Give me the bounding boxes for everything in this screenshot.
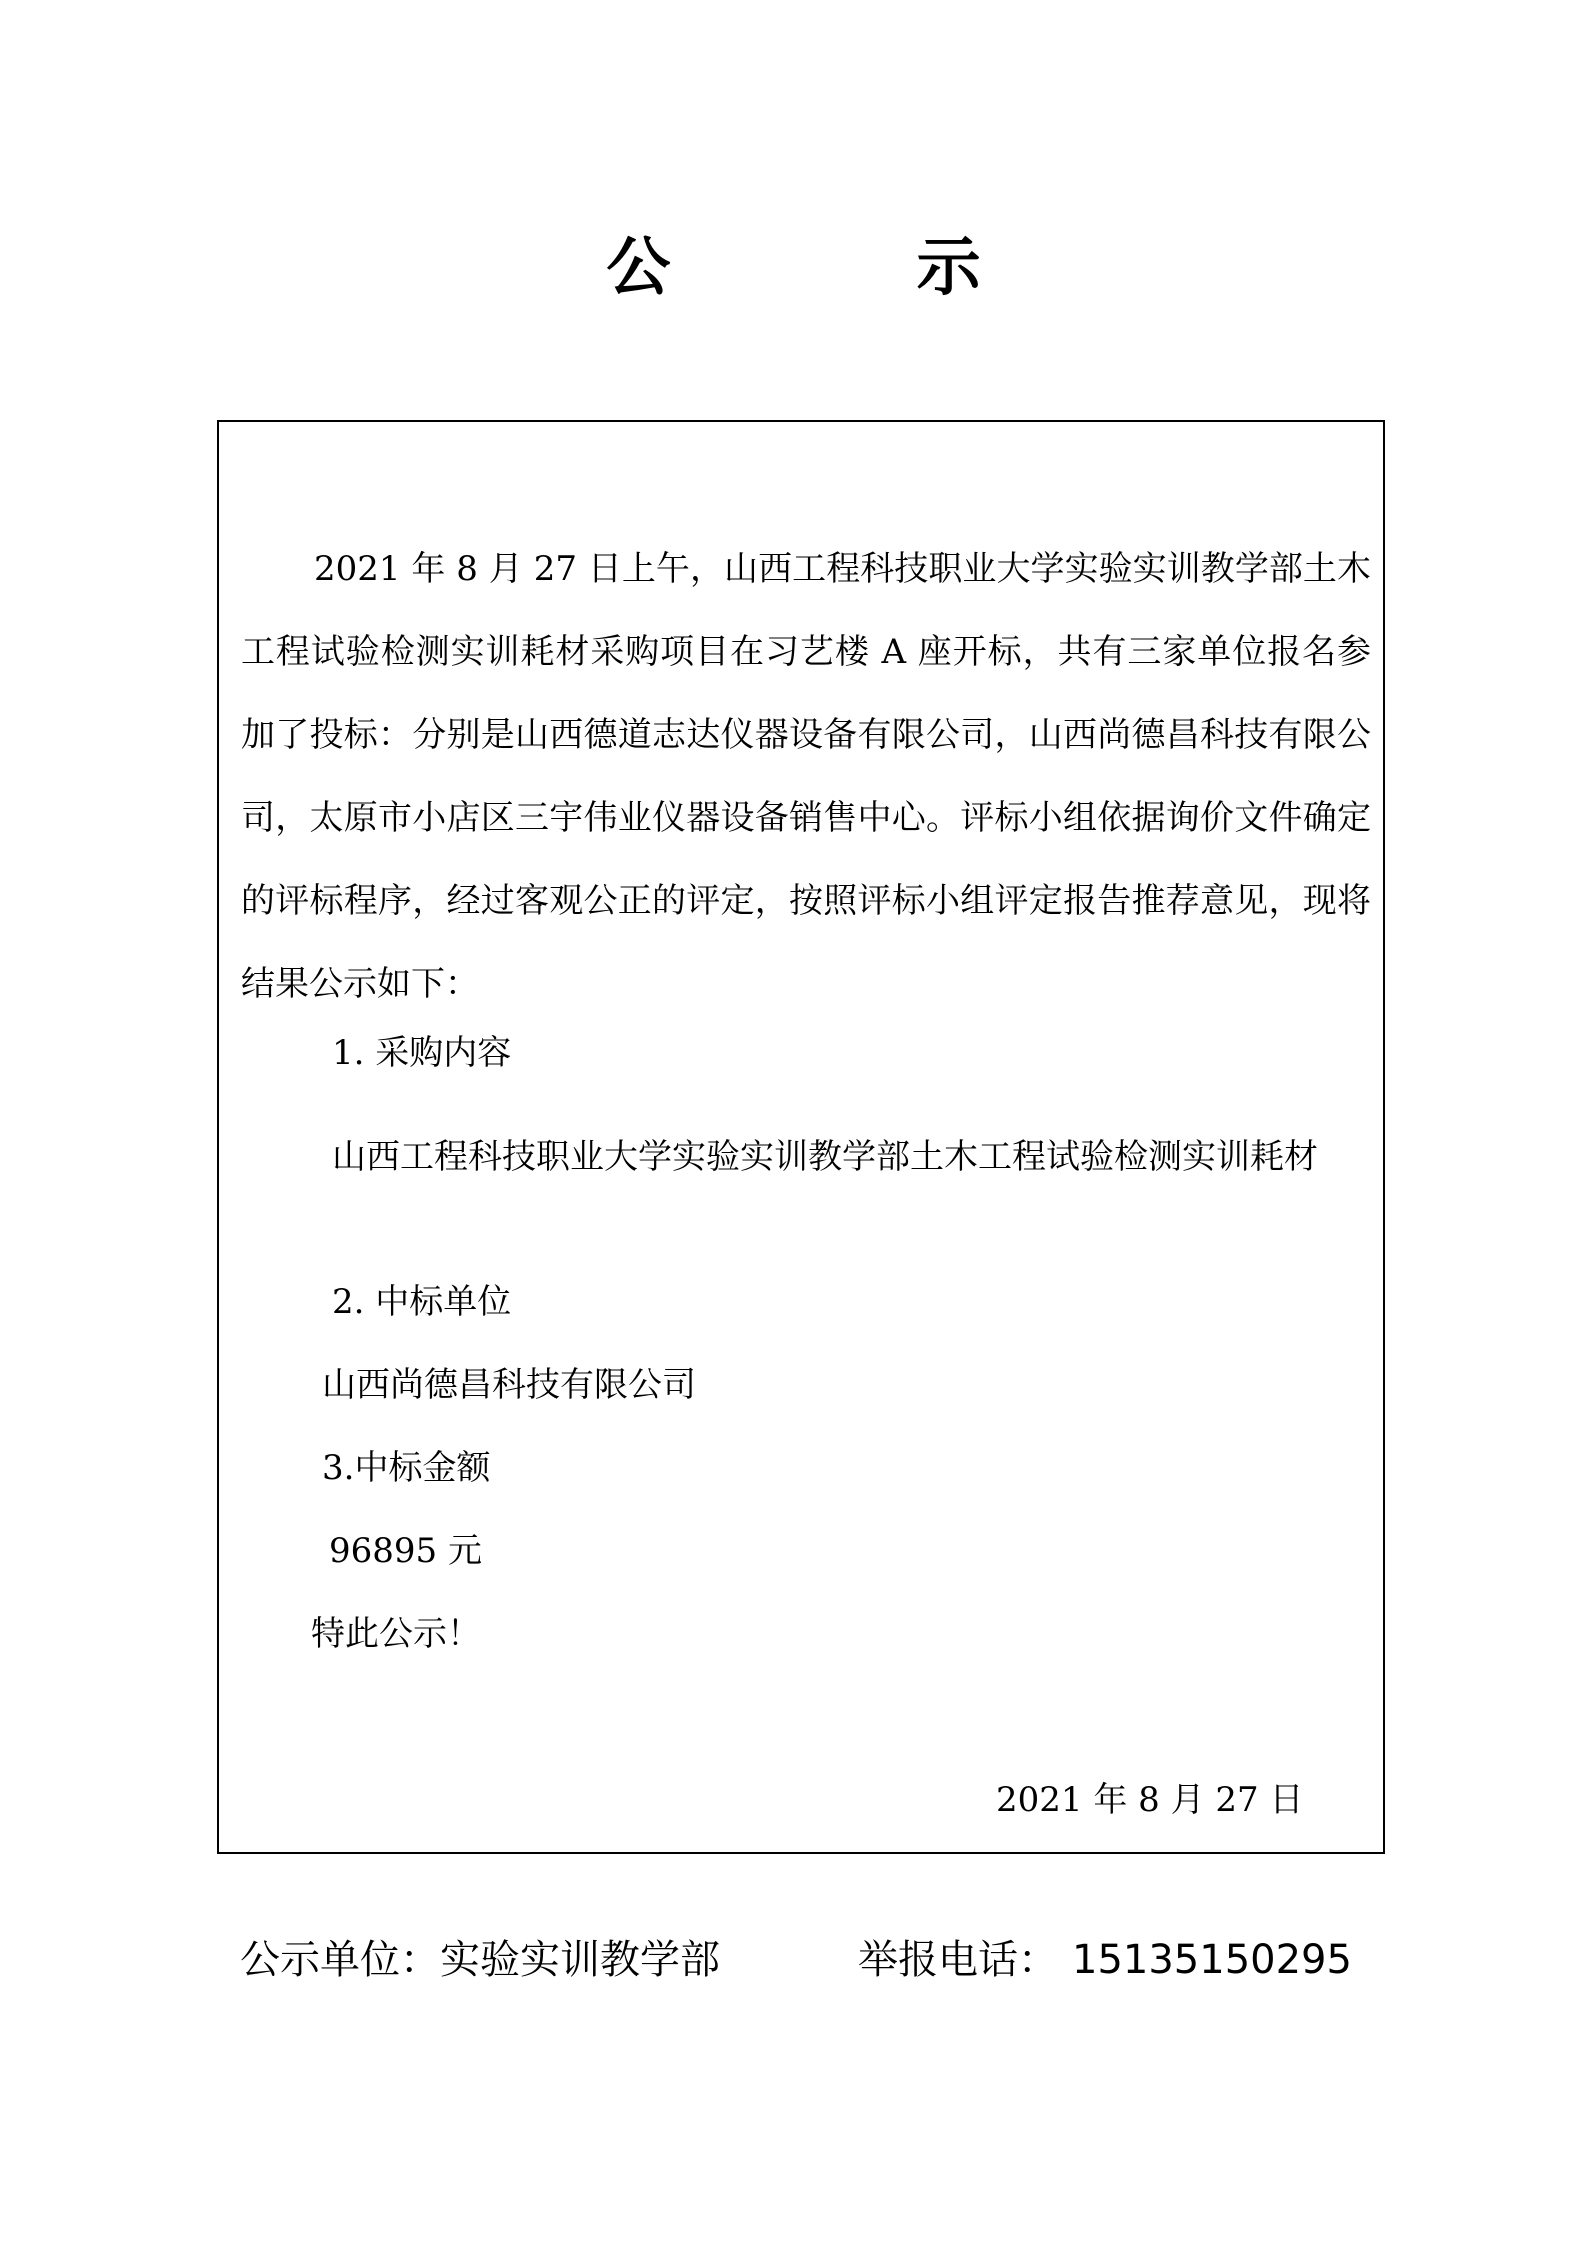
report-phone-number: 15135150295 <box>1072 1937 1352 1983</box>
closing-text: 特此公示！ <box>311 1614 481 1654</box>
footer-report <box>858 1935 1352 1985</box>
section-heading-winner: 2. 中标单位 <box>332 1282 512 1322</box>
notice-box <box>217 420 1385 1854</box>
report-phone-label: 举报电话： <box>858 1937 1058 1983</box>
page-title: 公 示 <box>606 231 1093 305</box>
winning-bidder: 山西尚德昌科技有限公司 <box>322 1365 696 1405</box>
notice-paragraph: 2021 年 8 月 27 日上午，山西工程科技职业大学实验实训教学部土木工程试验检测实训耗材采购项目在习艺楼 A 座开标，共有三家单位报名参加了投标：分别是山西德道志达仪器设备有限公司，山西尚德昌科技有限公司，太原市小店区三宇伟业仪器设备销售中心。评标小组依据询价文件确定的评标程序，经过客观公正的评定，按照评标小组评定报告推荐意见，现将结果公示如下： <box>241 549 1371 1004</box>
procurement-content: 山西工程科技职业大学实验实训教学部土木工程试验检测实训耗材 <box>332 1137 1318 1177</box>
section-heading-amount: 3.中标金额 <box>322 1448 491 1488</box>
bid-amount: 96895 元 <box>329 1531 482 1571</box>
footer-unit: 公示单位：实验实训教学部 <box>240 1937 720 1983</box>
notice-date: 2021 年 8 月 27 日 <box>996 1780 1304 1820</box>
section-heading-procurement: 1. 采购内容 <box>332 1033 512 1073</box>
